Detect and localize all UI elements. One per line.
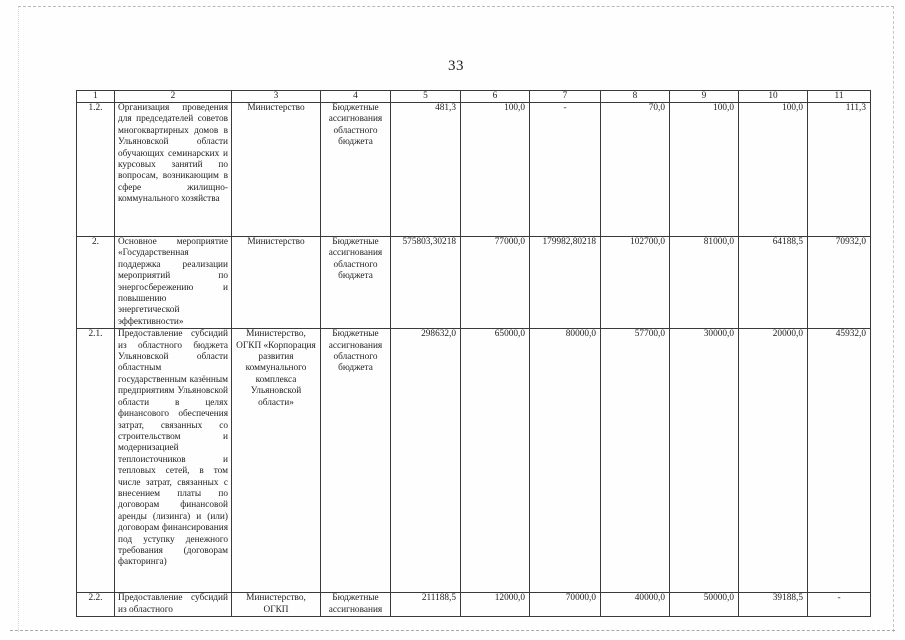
row-number: 1.2.	[77, 103, 115, 237]
row-activity-name: Организация проведения для председателей советов многоквартирных домов в Ульяновской области обучающих семинарских и курсовых занятий по вопросам, возникающим в сфере жилищно-коммунального хозяйства	[115, 103, 232, 237]
row-value: 80000,0	[530, 329, 601, 593]
row-value: 77000,0	[461, 237, 530, 329]
row-number: 2.	[77, 237, 115, 329]
row-executor: Министерство, ОГКП	[232, 593, 321, 617]
row-value: 50000,0	[670, 593, 739, 617]
row-value: 57700,0	[601, 329, 670, 593]
row-value: 40000,0	[601, 593, 670, 617]
row-activity-name: Основное мероприятие «Государственная поддержка реализации мероприятий по энергосбережению и повышению энергетической эффективности»	[115, 237, 232, 329]
row-activity-name: Предоставление субсидий из областного бюджета Ульяновской области областным государственным казённым предприятиям Ульяновской области в целях финансового обеспечения затрат, связанных со строительством и модернизацией теплоисточников и тепловых сетей, в том числе затрат, связанных с внесением платы по договорам финансовой аренды (лизинга) и (или) договорам финансирования под уступку денежного требования (договорам факторинга)	[115, 329, 232, 593]
row-value: 64188,5	[739, 237, 808, 329]
row-value: 575803,30218	[391, 237, 461, 329]
row-value: -	[808, 593, 871, 617]
row-value: 102700,0	[601, 237, 670, 329]
column-header: 11	[808, 91, 871, 103]
row-value: 70000,0	[530, 593, 601, 617]
column-header: 5	[391, 91, 461, 103]
column-header: 10	[739, 91, 808, 103]
row-funding-source: Бюджетные ассигнования	[321, 593, 391, 617]
row-value: 70932,0	[808, 237, 871, 329]
column-header: 8	[601, 91, 670, 103]
row-value: 30000,0	[670, 329, 739, 593]
column-header: 2	[115, 91, 232, 103]
row-value: 39188,5	[739, 593, 808, 617]
row-value: 100,0	[461, 103, 530, 237]
row-value: 45932,0	[808, 329, 871, 593]
row-activity-name: Предоставление субсидий из областного	[115, 593, 232, 617]
table-row	[77, 329, 871, 593]
row-value: 81000,0	[670, 237, 739, 329]
scan-edge-bottom	[10, 630, 895, 631]
row-value: -	[530, 103, 601, 237]
row-value: 70,0	[601, 103, 670, 237]
row-value: 211188,5	[391, 593, 461, 617]
row-value: 111,3	[808, 103, 871, 237]
row-value: 20000,0	[739, 329, 808, 593]
table-header-row	[77, 91, 871, 103]
row-value: 481,3	[391, 103, 461, 237]
row-value: 100,0	[739, 103, 808, 237]
row-value: 298632,0	[391, 329, 461, 593]
row-value: 65000,0	[461, 329, 530, 593]
column-header: 6	[461, 91, 530, 103]
column-header: 7	[530, 91, 601, 103]
row-executor: Министерство	[232, 237, 321, 329]
table-row	[77, 237, 871, 329]
row-value: 12000,0	[461, 593, 530, 617]
table-row	[77, 593, 871, 617]
column-header: 1	[77, 91, 115, 103]
row-number: 2.1.	[77, 329, 115, 593]
row-number: 2.2.	[77, 593, 115, 617]
column-header: 3	[232, 91, 321, 103]
row-value: 100,0	[670, 103, 739, 237]
row-funding-source: Бюджетные ассигнования областного бюджета	[321, 237, 391, 329]
column-header: 4	[321, 91, 391, 103]
row-executor: Министерство, ОГКП «Корпорация развития коммунального комплекса Ульяновской области»	[232, 329, 321, 593]
row-value: 179982,80218	[530, 237, 601, 329]
row-funding-source: Бюджетные ассигнования областного бюджета	[321, 329, 391, 593]
column-header: 9	[670, 91, 739, 103]
page-number: 33	[448, 58, 464, 74]
program-table	[76, 90, 871, 617]
table-row	[77, 103, 871, 237]
row-executor: Министерство	[232, 103, 321, 237]
row-funding-source: Бюджетные ассигнования областного бюджета	[321, 103, 391, 237]
